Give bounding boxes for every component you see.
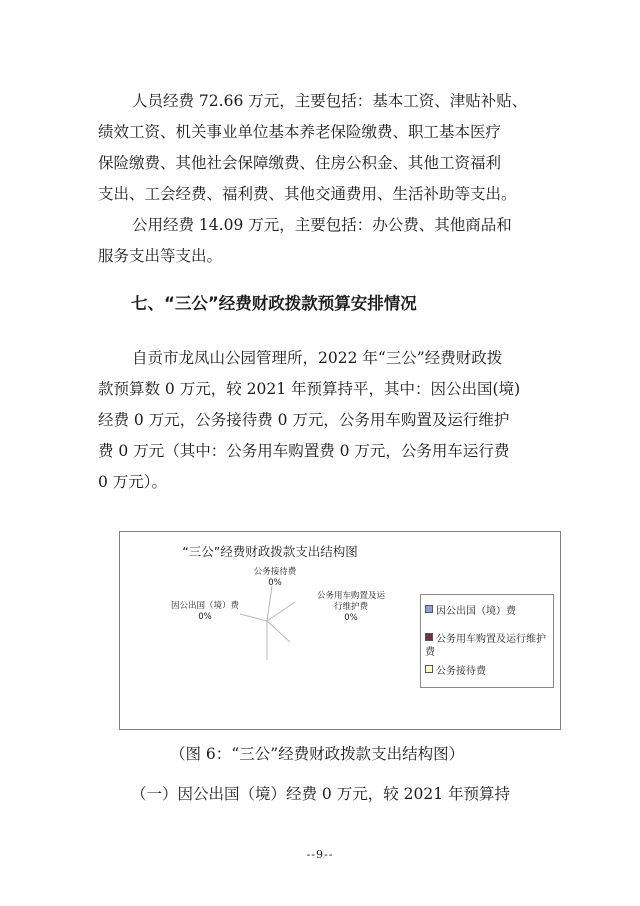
pie-slice-edge-reception [267,586,272,621]
personnel-line-1: 人员经费 72.66 万元，主要包括：基本工资、津贴补贴、 [132,92,528,110]
legend-item-reception: 公务接待费 [425,665,486,678]
public-funds-line-2: 服务支出等支出。 [98,247,223,265]
chart-title: “三公”经费财政拨款支出结构图 [182,544,358,559]
figure-caption: （图 6：“三公”经费财政拨款支出结构图） [170,745,465,763]
legend-item-vehicle: 公务用车购置及运行维护 费 [425,634,546,658]
label-outbound-visit: 因公出国（境）费 0% [170,601,239,622]
public-funds-paragraph [98,210,548,272]
pie-slice-edge-vehicle-2 [267,621,290,642]
three-public-line-1: 自贡市龙凤山公园管理所，2022 年“三公”经费财政拨 [132,349,503,367]
personnel-line-3: 保险缴费、其他社会保障缴费、住房公积金、其他工资福利 [98,154,502,172]
section-heading: 七、“三公”经费财政拨款预算安排情况 [131,294,417,313]
three-public-line-4: 费 0 万元（其中：公务用车购置费 0 万元，公务用车运行费 [98,442,510,460]
pie-slice-edge-vehicle [267,602,295,621]
legend-swatch-outbound-visit [425,605,433,613]
label-vehicle: 公务用车购置及运 行维护费 0% [316,591,385,623]
legend-swatch-vehicle [425,633,433,641]
three-public-paragraph [98,343,548,498]
page-number: --9-- [306,848,334,861]
public-funds-line-1: 公用经费 14.09 万元，主要包括：办公费、其他商品和 [132,216,512,234]
pie-plot-area [120,532,420,729]
three-public-line-5: 0 万元）。 [98,473,168,491]
chart-legend [420,594,554,688]
pie-chart [119,531,561,730]
personnel-line-4: 支出、工会经费、福利费、其他交通费用、生活补助等支出。 [98,185,517,203]
next-paragraph: （一）因公出国（境）经费 0 万元，较 2021 年预算持 [131,785,511,803]
personnel-line-2: 绩效工资、机关事业单位基本养老保险缴费、职工基本医疗 [98,123,502,141]
three-public-line-2: 款预算数 0 万元，较 2021 年预算持平，其中：因公出国(境) [98,380,521,398]
legend-item-outbound-visit: 因公出国（境）费 [425,605,516,618]
three-public-line-3: 经费 0 万元，公务接待费 0 万元，公务用车购置及运行维护 [98,411,510,429]
personnel-paragraph [98,86,548,210]
legend-swatch-reception [425,665,433,673]
label-reception: 公务接待费 0% [253,567,297,588]
